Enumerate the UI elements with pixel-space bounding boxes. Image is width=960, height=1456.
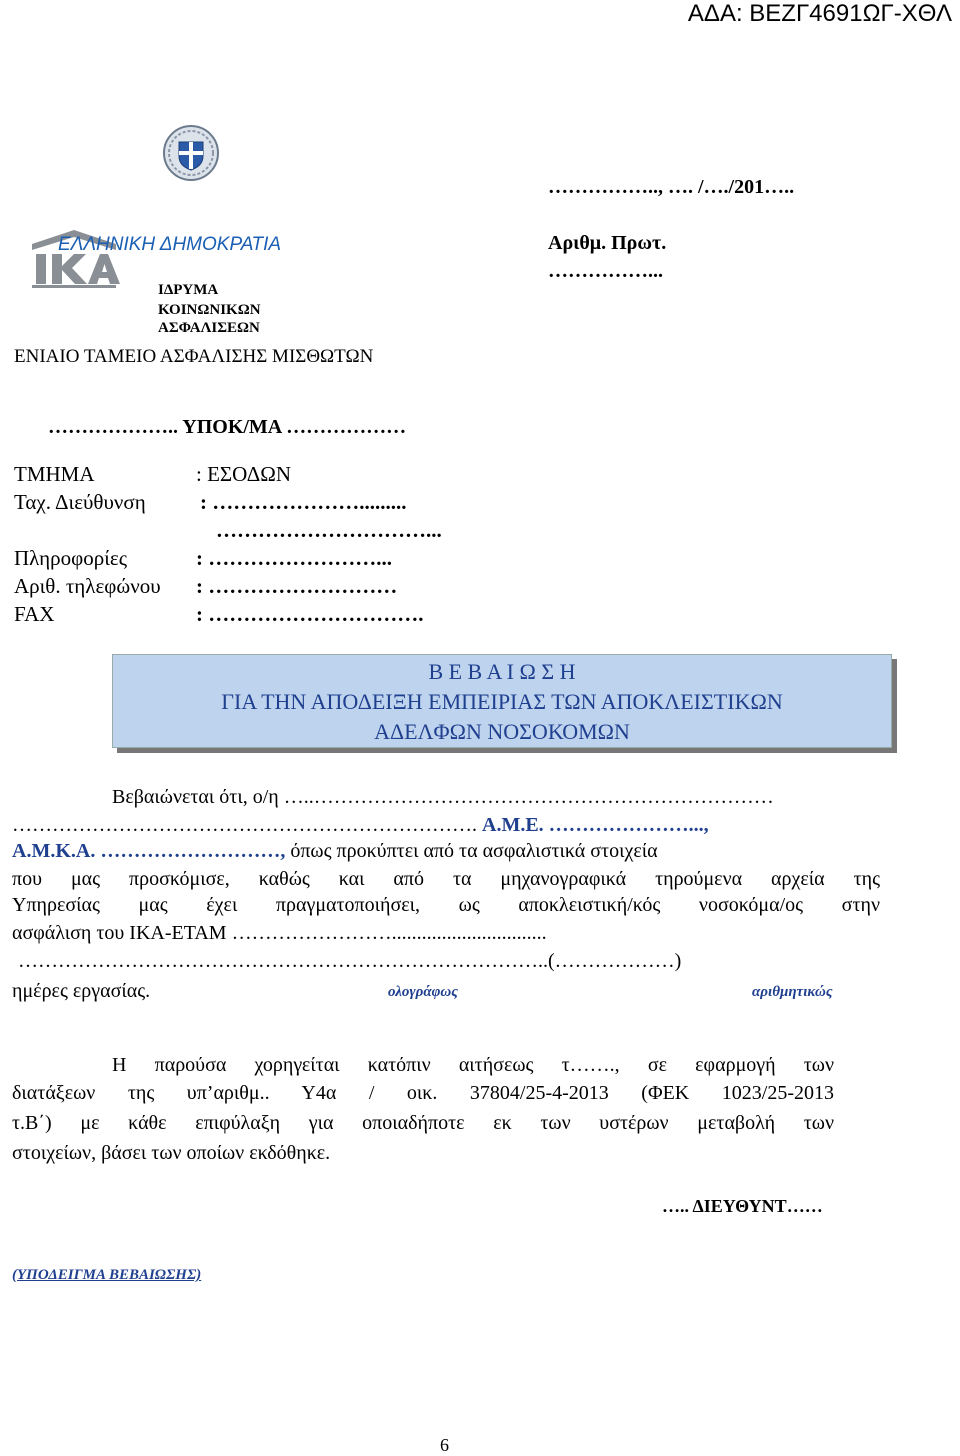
greek-emblem-icon — [162, 124, 220, 182]
body-line-8: ημέρες εργασίας. — [12, 980, 151, 1002]
info-row-address — [14, 490, 407, 515]
info-row-info — [14, 546, 392, 571]
body-line-1 — [112, 786, 774, 809]
page-number: 6 — [440, 1435, 449, 1455]
info-value: …………………………... — [216, 518, 442, 542]
closing-line-2: διατάξεων της υπ’αριθμ.. Υ4α / οικ. 37804/25-4-2013 (ΦΕΚ 1023/25-2013 — [12, 1082, 834, 1104]
closing-line-3: τ.Β΄) με κάθε επιφύλαξη για οποιαδήποτε εκ των υστέρων μεταβολή των — [12, 1112, 834, 1134]
in-numbers-hint: αριθμητικώς — [752, 984, 833, 1000]
certificate-subtitle-1: ΓΙΑ ΤΗΝ ΑΠΟΔΕΙΞΗ ΕΜΠΕΙΡΙΑΣ ΤΩΝ ΑΠΟΚΛΕΙΣΤΙΚΩΝ — [221, 689, 783, 714]
info-row-department — [14, 462, 291, 487]
in-words-hint: ολογράφως — [388, 984, 458, 1000]
info-value: : ……………………… — [196, 574, 398, 598]
days-placeholder-line: ……………………………………………………………………..(………………) — [18, 950, 682, 972]
greek-republic-label: ΕΛΛΗΝΙΚΗ ΔΗΜΟΚΡΑΤΙΑ — [58, 234, 282, 255]
ika-branch-placeholder: ……………………............................... — [226, 922, 547, 944]
body-line-2 — [12, 814, 709, 837]
director-signature: ….. ΔΙΕΥΘΥΝΤ…… — [662, 1196, 823, 1216]
info-value: : ΕΣΟΔΩΝ — [196, 462, 292, 486]
subbranch-line: ……………….. ΥΠΟΚ/ΜΑ ……………… — [48, 416, 407, 438]
body-line-3 — [12, 840, 658, 863]
protocol-value: ……………... — [548, 260, 663, 282]
etam-name: ΕΝΙΑΙΟ ΤΑΜΕΙΟ ΑΣΦΑΛΙΣΗΣ ΜΙΣΘΩΤΩΝ — [14, 346, 374, 367]
sample-note: (ΥΠΟΔΕΙΓΜΑ ΒΕΒΑΙΩΣΗΣ) — [12, 1267, 202, 1283]
info-label: Πληροφορίες — [14, 546, 128, 570]
org-line-1: ΙΔΡΥΜΑ — [158, 282, 219, 298]
certificate-title: Β Ε Β Α Ι Ω Σ Η — [428, 659, 576, 684]
body-line-4: που μας προσκόμισε, καθώς και από τα μηχανογραφικά τηρούμενα αρχεία της — [12, 868, 880, 890]
date-field: …………….., …. /…./201….. — [548, 176, 795, 198]
amka-placeholder: ………………………, — [100, 840, 286, 862]
info-row-phone — [14, 574, 397, 599]
info-row-address-cont — [216, 518, 442, 543]
certificate-subtitle-2: ΑΔΕΛΦΩΝ ΝΟΣΟΚΟΜΩΝ — [374, 719, 630, 744]
name-placeholder: …..…………………………………………………………… — [283, 786, 774, 808]
closing-line-1: Η παρούσα χορηγείται κατόπιν αιτήσεως τ……., σε εφαρμογή των — [112, 1054, 834, 1076]
closing-line-4: στοιχείων, βάσει των οποίων εκδόθηκε. — [12, 1142, 331, 1164]
info-label: ΤΜΗΜΑ — [14, 462, 95, 486]
info-label: FAX — [14, 602, 55, 626]
body-text: Βεβαιώνεται ότι, ο/η — [112, 786, 279, 808]
amka-label: Α.Μ.Κ.Α. — [12, 840, 96, 862]
certificate-title-box — [112, 654, 892, 748]
org-line-3: ΑΣΦΑΛΙΣΕΩΝ — [158, 320, 260, 336]
body-line-5: Υπηρεσίας μας έχει πραγματοποιήσει, ως αποκλειστική/κός νοσοκόμα/ος στην — [12, 894, 880, 916]
ada-code: ΑΔΑ: ΒΕΖΓ4691ΩΓ-ΧΘΛ — [687, 0, 952, 27]
body-text: όπως προκύπτει από τα ασφαλιστικά στοιχεία — [285, 840, 658, 862]
info-label: Αριθ. τηλεφώνου — [14, 574, 161, 598]
body-text: ασφάλιση του ΙΚΑ-ΕΤΑΜ — [12, 922, 227, 944]
org-line-2: ΚΟΙΝΩΝΙΚΩΝ — [158, 302, 261, 318]
info-label: Ταχ. Διεύθυνση — [14, 490, 146, 514]
protocol-label: Αριθμ. Πρωτ. — [548, 232, 667, 254]
info-value: : ……………………... — [196, 546, 392, 570]
info-value: : …………………......... — [200, 490, 407, 514]
name-placeholder: ……………………………………………………………. — [12, 814, 482, 836]
body-line-6 — [12, 922, 547, 945]
ame-placeholder: …………………..., — [548, 814, 709, 836]
info-row-fax — [14, 602, 424, 627]
ame-label: Α.Μ.Ε. — [482, 814, 544, 836]
info-value: : …………………………. — [196, 602, 424, 626]
